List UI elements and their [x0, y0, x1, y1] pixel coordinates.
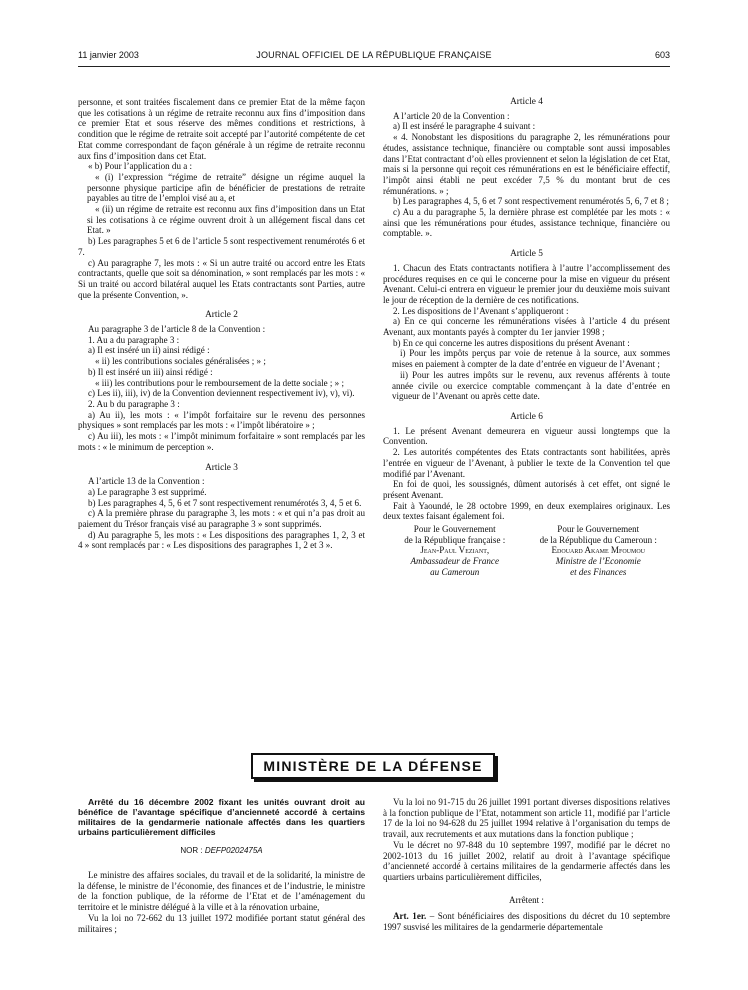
article-heading: Article 5	[510, 249, 543, 260]
arrete-paragraph: Vu la loi no 91-715 du 26 juillet 1991 portant diverses dispositions relatives à la fonction publique de l’Etat, notamment son article 11, modifié par l’article 17 de la loi no 94-628 du 25 juillet 1994 relative à l’organisation du temps de travail, aux recrutements et aux mutations dans la fonction publique ;	[383, 797, 670, 840]
arrete-paragraph: Vu la loi no 72-662 du 13 juillet 1972 modifiée portant statut général des militaires ;	[78, 912, 365, 934]
arrete-paragraph: Vu le décret no 97-848 du 10 septembre 1997, modifié par le décret no 2002-1013 du 16 juillet 2002, relatif au droit à l’avantage spécifique d’ancienneté accordé à certains militaires de la gendarmerie affectés dans les quartiers urbains particulièrement difficiles,	[383, 839, 670, 882]
paragraph: a) Il est inséré le paragraphe 4 suivant :	[393, 121, 536, 132]
header-journal-title: JOURNAL OFFICIEL DE LA RÉPUBLIQUE FRANÇAISE	[256, 50, 492, 60]
paragraph: 2. Les dispositions de l’Avenant s’appliqueront :	[393, 305, 569, 316]
signatory-name: Jean-Paul Veziant,	[420, 545, 490, 556]
paragraph: personne, et sont traitées fiscalement dans ce premier Etat de la même façon que les cotisations à un régime de retraite reconnu aux fins d’imposition dans ce premier Etat et sous réserve des mêmes conditions et restrictions, à condition que le régime de retraite soit accepté par l’autorité compétente de cet Etat comme correspondant de façon générale à un régime de retraite reconnu aux fins d’imposition dans cet Etat.	[78, 97, 365, 161]
signature-line: de la République du Cameroun :	[539, 534, 657, 545]
signatory-name: Edouard Akame Mfoumou	[551, 545, 645, 556]
article-heading: Article 3	[205, 462, 238, 473]
arrete-title: Arrêté du 16 décembre 2002 fixant les unités ouvrant droit au bénéfice de l’avantage spécifique d’ancienneté accordé à certains militaires de la gendarmerie nationale affectés dans les quartiers urbains particulièrement difficiles	[78, 797, 365, 838]
paragraph: A l’article 13 de la Convention :	[88, 476, 205, 487]
paragraph: b) Les paragraphes 4, 5, 6 et 7 sont respectivement renumérotés 3, 4, 5 et 6.	[88, 497, 362, 508]
signature-line: de la République française :	[404, 534, 506, 545]
spacer	[383, 239, 670, 249]
signatory-title: au Cameroun	[430, 566, 480, 577]
paragraph: c) Au a du paragraphe 5, la dernière phrase est complétée par les mots : « ainsi que les rémunérations pour études, assistance technique, financière ou comptable. ».	[383, 207, 670, 239]
nor-reference	[78, 846, 365, 857]
paragraph: 1. Au a du paragraphe 3 :	[88, 334, 180, 345]
paragraph: En foi de quoi, les soussignés, dûment autorisés à cet effet, ont signé le présent Avenant.	[383, 479, 670, 500]
spacer	[78, 300, 365, 310]
spacer	[78, 453, 365, 463]
paragraph: b) Les paragraphes 4, 5, 6 et 7 sont respectivement renumérotés 5, 6, 7 et 8 ;	[393, 196, 669, 207]
paragraph: « (ii) un régime de retraite est reconnu aux fins d’imposition dans un Etat si les cotisations à ce régime ouvrent droit à un allégement fiscal dans cet Etat. »	[87, 204, 365, 236]
paragraph: 2. Les autorités compétentes des Etats contractants sont habilitées, après l’entrée en vigueur de l’Avenant, à publier le texte de la Convention tel que modifié par l’Avenant.	[383, 447, 670, 479]
paragraph: « ii) les contributions sociales généralisées ; » ;	[95, 356, 266, 367]
paragraph: a) En ce qui concerne les rémunérations visées à l’article 4 du présent Avenant, aux montants payés à compter du 1er janvier 1998 ;	[383, 316, 670, 338]
paragraph: A l’article 20 de la Convention :	[393, 110, 510, 121]
paragraph: 1. Le présent Avenant demeurera en vigueur aussi longtemps que la Convention.	[383, 425, 670, 447]
signature-line: Pour le Gouvernement	[557, 524, 640, 535]
page-header	[78, 50, 670, 64]
arrete-left-column	[78, 797, 365, 934]
spacer	[383, 402, 670, 412]
paragraph: « 4. Nonobstant les dispositions du paragraphe 2, les rémunérations pour études, assistance technique, financière ou comptable sont aussi imposables dans l’Etat contractant d’où elles proviennent et selon la législation de cet Etat, mais si la personne qui reçoit ces rémunérations en est le bénéficiaire effectif, l’impôt ainsi établi ne peut excéder 7,5 % du montant brut de ces rémunérations. » ;	[383, 132, 670, 196]
article-heading: Article 2	[205, 310, 238, 321]
arretent-label: Arrêtent :	[509, 894, 544, 905]
paragraph: b) En ce qui concerne les autres dispositions du présent Avenant :	[393, 337, 630, 348]
paragraph: c) A la première phrase du paragraphe 3, les mots : « et qui n’a pas droit au paiement du Trésor français visé au paragraphe 3 » sont supprimés.	[78, 508, 365, 530]
signature-block	[383, 524, 670, 578]
nor-label: NOR :	[180, 846, 205, 856]
paragraph: b) Il est inséré un iii) ainsi rédigé :	[88, 366, 213, 377]
article-1-text: – Sont bénéficiaires des dispositions du décret du 10 septembre 1997 susvisé les militaires de la gendarmerie départementale	[383, 911, 670, 933]
paragraph: c) Au paragraphe 7, les mots : « Si un autre traité ou accord entre les Etats contractants, quelle que soit sa dénomination, » sont remplacés par les mots : « Si un traité ou accord bilatéral auquel les Etats contractants sont Parties, autre que la présente Convention, ».	[78, 257, 365, 300]
paragraph: ii) Pour les autres impôts sur le revenu, aux revenus afférents à toute année civile ou exercice comptable commençant à la date d’entrée en vigueur de l’Avenant ou après cette date.	[392, 369, 670, 402]
paragraph: d) Au paragraphe 5, les mots : « Les dispositions des paragraphes 1, 2, 3 et 4 » sont remplacés par : « Les dispositions des paragraphes 1, 2 et 3 ».	[78, 529, 365, 551]
signatory-title: Ministre de l’Economie	[555, 556, 641, 567]
paragraph: « b) Pour l’application du a :	[88, 161, 193, 172]
paragraph: a) Il est inséré un ii) ainsi rédigé :	[88, 345, 210, 356]
header-date: 11 janvier 2003	[78, 50, 139, 60]
signature-france	[383, 524, 527, 578]
article-heading: Article 4	[510, 97, 543, 107]
paragraph: b) Les paragraphes 5 et 6 de l’article 5 sont respectivement renumérotés 6 et 7.	[78, 236, 365, 257]
paragraph: « iii) les contributions pour le remboursement de la dette sociale ; » ;	[95, 377, 344, 388]
nor-code: DEFP0202475A	[204, 846, 263, 856]
paragraph: 1. Chacun des Etats contractants notifiera à l’autre l’accomplissement des procédures requises en ce qui le concerne pour la mise en vigueur du présent Avenant. Celui-ci entrera en vigueur le premier jour du deuxième mois suivant le jour de réception de la dernière de ces notifications.	[383, 262, 670, 305]
paragraph: « (i) l’expression “régime de retraite” désigne un régime auquel la personne physique participe afin de bénéficier de prestations de retraite payables au titre de l’emploi visé au a, et	[87, 171, 365, 204]
arrete-paragraph: Le ministre des affaires sociales, du travail et de la solidarité, la ministre de la défense, le ministre de l’économie, des finances et de l’industrie, le ministre de la fonction publique, de la réforme de l’Etat et de l’aménagement du territoire et le ministre délégué à la ville et à la rénovation urbaine,	[78, 870, 365, 913]
right-column	[383, 97, 670, 578]
header-rule	[78, 66, 670, 67]
signatory-title: Ambassadeur de France	[410, 556, 499, 567]
article-heading: Article 6	[510, 411, 543, 422]
paragraph: i) Pour les impôts perçus par voie de retenue à la source, aux sommes mises en paiement à compter de la date d’entrée en vigueur de l’Avenant ;	[392, 348, 670, 370]
paragraph: a) Le paragraphe 3 est supprimé.	[88, 486, 207, 497]
paragraph: Fait à Yaoundé, le 28 octobre 1999, en deux exemplaires originaux. Les deux textes faisant également foi.	[383, 500, 670, 522]
paragraph: Au paragraphe 3 de l’article 8 de la Convention :	[88, 324, 266, 335]
signature-cameroun	[527, 524, 671, 578]
paragraph: a) Au ii), les mots : « l’impôt forfaitaire sur le revenu des personnes physiques » sont remplacés par les mots : « l’impôt libératoire » ;	[78, 409, 365, 431]
arrete-right-column	[383, 797, 670, 933]
signatory-title: et des Finances	[570, 566, 627, 577]
ministry-heading: MINISTÈRE DE LA DÉFENSE	[251, 753, 495, 779]
header-page-number: 603	[654, 50, 670, 60]
article-1	[383, 911, 670, 932]
right-column-body	[383, 97, 670, 522]
paragraph: c) Au iii), les mots : « l’impôt minimum forfaitaire » sont remplacés par les mots : « le minimum de perception ».	[78, 431, 365, 452]
paragraph: 2. Au b du paragraphe 3 :	[88, 398, 180, 409]
left-column	[78, 97, 365, 551]
signature-line: Pour le Gouvernement	[413, 524, 496, 535]
paragraph: c) Les ii), iii), iv) de la Convention deviennent respectivement iv), v), vi).	[88, 388, 355, 399]
article-1-label: Art. 1er.	[393, 911, 427, 922]
